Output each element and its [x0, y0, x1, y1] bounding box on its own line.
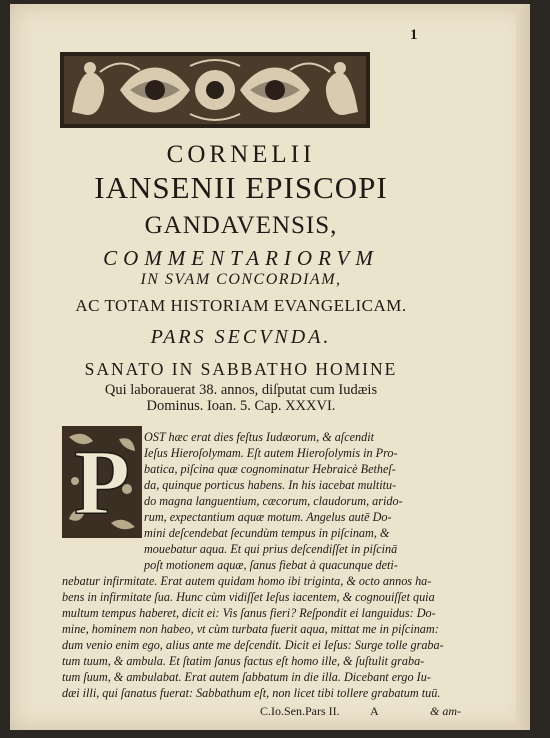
- title-line-2: IANSENII EPISCOPI: [94, 170, 388, 205]
- dropcap-letter: P: [73, 431, 131, 533]
- title-line-4: COMMENTARIORVM: [103, 246, 379, 270]
- body-line: multum tempus haberet, dicit ei: Vis ſanus fieri? Reſpondit ei languidus: Do-: [62, 606, 436, 620]
- body-line: rum, expectantium aquæ motum. Angelus autē Do-: [144, 510, 392, 524]
- body-line: mouebatur aqua. Et qui prius deſcendiſſet in piſcinā: [144, 542, 398, 556]
- body-line: batica, piſcina quæ cognominatur Hebraicè Betheſ-: [144, 462, 396, 476]
- title-line-6: AC TOTAM HISTORIAM EVANGELICAM.: [75, 296, 407, 315]
- body-line: mine, hominem non habeo, vt cùm turbata fuerit aqua, mittat me in piſcinam:: [62, 622, 439, 636]
- body-line: Ieſus Hieroſolymam. Eſt autem Hieroſolymis in Pro-: [144, 446, 398, 460]
- body-line: nebatur infirmitate. Erat autem quidam homo ibi triginta, & octo annos ha-: [62, 574, 432, 588]
- page-edge: [516, 4, 530, 730]
- signature-mark: C.Io.Sen.Pars II.: [260, 704, 340, 718]
- title-line-3: GANDAVENSIS,: [144, 212, 338, 239]
- ornamental-headpiece: [60, 52, 370, 128]
- body-line: da, quinque porticus habens. In his iacebat multitu-: [144, 478, 397, 492]
- body-line: OST hæc erat dies feſtus Iudæorum, & aſcendit: [144, 430, 374, 444]
- catchword: & am-: [430, 704, 461, 718]
- decorated-initial: [62, 426, 142, 538]
- page-number: 1: [410, 27, 418, 43]
- book-page: [10, 4, 530, 730]
- title-line-5: IN SVAM CONCORDIAM,: [140, 271, 342, 288]
- part-heading: PARS SECVNDA.: [150, 326, 332, 348]
- body-line: dæi illi, qui ſanatus fuerat: Sabbathum eſt, non licet tibi tollere grabatum tuū.: [62, 686, 441, 700]
- body-line: mini deſcendebat ſecundùm tempus in piſcinam, &: [144, 526, 390, 540]
- body-line: do magna languentium, cæcorum, claudorum, arido-: [144, 494, 403, 508]
- chapter-subtitle-2: Dominus. Ioan. 5. Cap. XXXVI.: [146, 398, 336, 414]
- chapter-subtitle-1: Qui laborauerat 38. annos, diſputat cum Iudæis: [104, 382, 378, 398]
- title-line-1: CORNELII: [166, 141, 316, 168]
- signature-letter: A: [370, 704, 379, 718]
- body-line: poſt motionem aquæ, ſanus fiebat à quacunque deti-: [144, 558, 398, 572]
- body-line: tum ſuum, & ambulabat. Erat autem ſabbatum in die illa. Dicebant ergo Iu-: [62, 670, 431, 684]
- chapter-heading: SANATO IN SABBATHO HOMINE: [84, 359, 398, 379]
- body-line: dum venio enim ego, alius ante me deſcendit. Dicit ei Ieſus: Surge tolle graba-: [62, 638, 444, 652]
- body-line: bens in infirmitate ſua. Hunc cùm vidiſſet Ieſus iacentem, & cognouiſſet quia: [62, 590, 435, 604]
- body-line: tum tuum, & ambula. Et ſtatim ſanus factus eſt homo ille, & ſuſtulit graba-: [62, 654, 425, 668]
